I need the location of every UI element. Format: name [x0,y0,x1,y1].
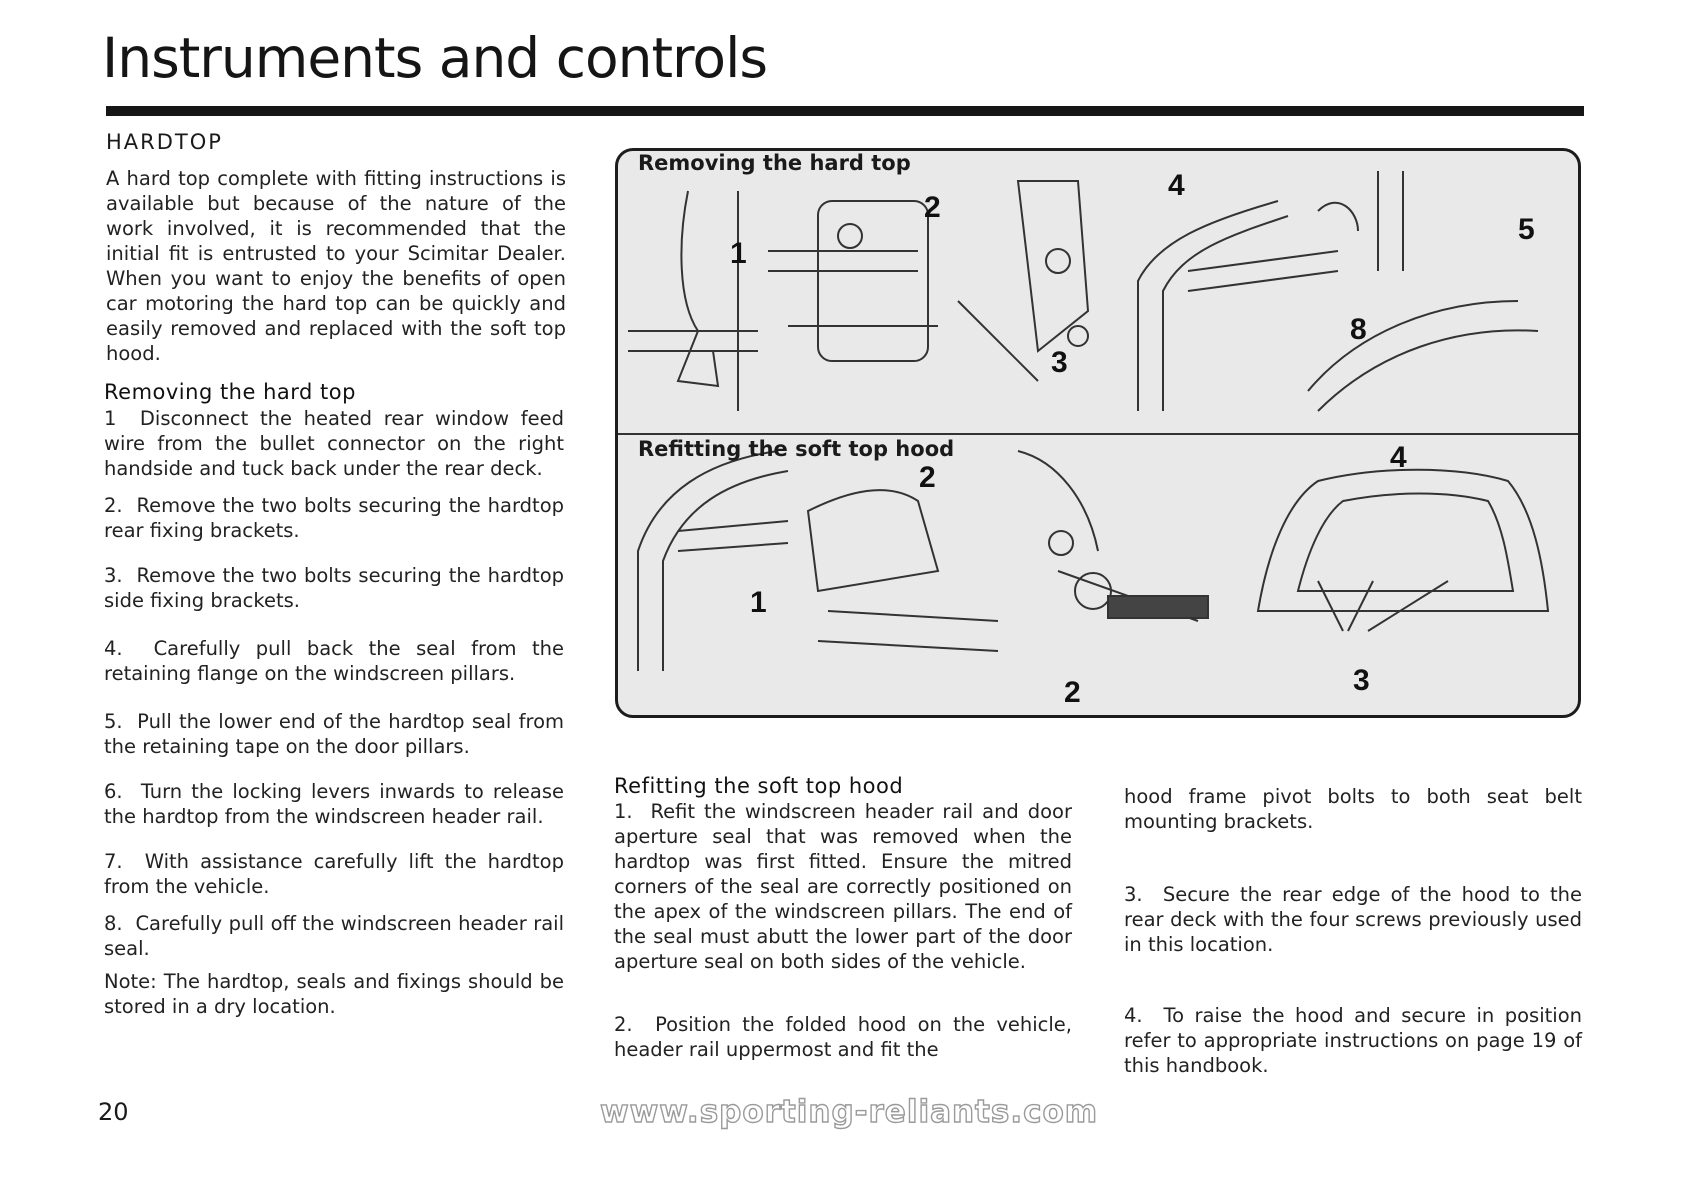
top-sketch-3-bolt [1046,249,1070,273]
top-sketch-5 [1308,171,1538,411]
step-number: 2. [614,1013,633,1036]
step-number: 4. [1124,1004,1143,1027]
title-rule [106,106,1584,116]
step-text: With assistance carefully lift the hardtop from the vehicle. [104,850,564,898]
callout-top-8: 8 [1350,313,1367,346]
step-text: Position the folded hood on the vehicle, header rail uppermost and fit the [614,1013,1072,1061]
step-number: 3. [1124,883,1143,906]
top-sketch-2-bolt [838,224,862,248]
step-number: 8. [104,912,123,935]
refitting-heading: Refitting the soft top hood [614,774,904,798]
bottom-sketch-2 [808,490,998,651]
step-number: 1. [614,800,633,823]
intro-paragraph: A hard top complete with fitting instructions is available but because of the nature of the work involved, it is recommended that the initial fit is entrusted to your Scimitar Dealer. When you want to enjoy the benefits of open car motoring the hard top can be quickly and easily removed and replaced with the soft top hood. [106,167,566,365]
removing-heading: Removing the hard top [104,380,356,404]
figure-divider [618,433,1578,435]
removing-step-6 [104,779,564,829]
removing-step-4 [104,636,564,686]
step-text: Pull the lower end of the hardtop seal from the retaining tape on the door pillars. [104,710,564,758]
step-text: To raise the hood and secure in position refer to appropriate instructions on page 19 of this handbook. [1124,1004,1582,1077]
removing-section [104,380,564,1019]
illustration-panel [615,148,1581,718]
page-title: Instruments and controls [102,26,768,90]
bottom-sketch-4-window [1298,494,1513,592]
bottom-sketch-3-bolt-2 [1049,531,1073,555]
removing-step-2 [104,493,564,543]
page-number: 20 [98,1098,129,1126]
removing-step-7 [104,849,564,899]
refitting-step-2 [614,1012,1072,1062]
top-sketch-2-lines [768,251,938,326]
callout-top-1: 1 [730,237,747,270]
callout-top-2: 2 [924,191,941,224]
top-sketch-4 [1138,201,1338,411]
callout-bottom-2b: 2 [1064,676,1081,709]
top-sketch-3 [958,181,1088,381]
callout-top-5: 5 [1518,213,1535,246]
step-text: Refit the windscreen header rail and door aperture seal that was removed when the hardtop was first fitted. Ensure the mitred corners of the seal are correctly positioned on the apex of the windscreen pillars. The end of the seal must abutt the lower part of the door aperture seal on both sides of the vehicle. [614,800,1072,973]
refitting-step-2-continued: hood frame pivot bolts to both seat belt mounting brackets. [1124,785,1582,833]
figure-caption-bottom: Refitting the soft top hood [638,437,955,461]
top-sketch-1b [628,191,758,411]
top-sketch-2-bracket [818,201,928,361]
step-text: Remove the two bolts securing the hardtop side fixing brackets. [104,564,564,612]
bottom-sketch-4-arrows [1318,581,1448,631]
bottom-sketch-4-hood [1258,470,1548,611]
step-text: Carefully pull off the windscreen header rail seal. [104,912,564,960]
refitting-section [614,774,1072,1062]
figure-caption-top: Removing the hard top [638,151,911,175]
watermark: www.sporting-reliants.com [600,1094,1099,1130]
step-number: 4. [104,637,123,660]
removing-step-8 [104,911,564,961]
step-number: 3. [104,564,123,587]
callout-top-4: 4 [1168,169,1185,202]
step-text: Secure the rear edge of the hood to the rear deck with the four screws previously used in this location. [1124,883,1582,956]
top-sketch-3-bolt-2 [1068,326,1088,346]
removing-step-5 [104,709,564,759]
step-text: Turn the locking levers inwards to release the hardtop from the windscreen header rail. [104,780,565,828]
removing-step-3 [104,563,564,613]
step-text: Carefully pull back the seal from the retaining flange on the windscreen pillars. [104,637,564,685]
step-text: Remove the two bolts securing the hardtop rear fixing brackets. [104,494,564,542]
bottom-sketch-1 [638,451,788,671]
step-text: Disconnect the heated rear window feed wire from the bullet connector on the right handside and tuck back under the rear deck. [104,407,564,480]
callout-bottom-3: 3 [1353,664,1370,697]
storage-note: Note: The hardtop, seals and fixings should be stored in a dry location. [104,970,564,1018]
bottom-sketch-3-bar [1108,596,1208,618]
callout-bottom-1: 1 [750,586,767,619]
refitting-step-3 [1124,882,1582,957]
step-number: 2. [104,494,123,517]
step-number: 7. [104,850,123,873]
hardtop-intro [106,166,566,366]
callout-bottom-2: 2 [919,461,936,494]
refitting-step-1 [614,799,1072,974]
refitting-step-4 [1124,1003,1582,1078]
section-heading-hardtop: HARDTOP [106,130,223,154]
refitting-section-continued [1124,784,1582,1078]
removing-step-1 [104,406,564,481]
step-number: 6. [104,780,123,803]
step-number: 1 [104,407,117,430]
step-number: 5. [104,710,123,733]
callout-bottom-4: 4 [1390,441,1407,474]
bottom-sketch-3-bolt [1075,573,1111,609]
top-sketch-1 [678,191,718,386]
callout-top-3: 3 [1051,346,1068,379]
